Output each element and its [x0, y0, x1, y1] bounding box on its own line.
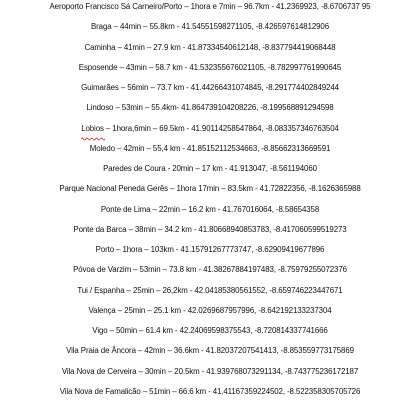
destination-line-text: Porto – 1hora – 103km - 41.15791267773747, -8.62909419677896	[95, 245, 325, 254]
list-item	[0, 260, 420, 280]
list-item	[0, 362, 420, 382]
list-item	[0, 0, 420, 17]
destination-line-text: Tui / Espanha – 25min – 26,2km - 42.04185380561552, -8.659746223447671	[77, 285, 343, 295]
destination-line-text: Paredes de Coura - 20min – 17 km - 41.913047, -8.561194060	[103, 164, 317, 173]
spellcheck-underlined-text	[81, 119, 339, 139]
destination-line-text: Lindoso – 53min – 55.4km- 41.864739104208226, -8.199568891294598	[86, 103, 334, 113]
destination-line-text: Vila Praia de Âncora – 42min – 36.6km - 41.82037207541413, -8.853559773175869	[66, 346, 354, 356]
destination-line-text: Ponte de Lima – 22min – 16.2 km - 41.767016064, -8.58654358	[100, 204, 320, 214]
list-item	[0, 200, 420, 220]
destination-line-text: Vila Nova de Cerveira – 30min – 20.5km - 41.939768073291134, -8.743775236172187	[61, 366, 359, 376]
destination-line-text: Moledo – 42min – 55,4 km - 41.85152112534663, -8.85662313669591	[89, 143, 331, 153]
destination-line-text: Póvoa de Varzim – 53min – 73.8 km - 41.38267884197483, -8.75979255072376	[73, 265, 347, 275]
list-item	[0, 281, 420, 301]
destination-line-text: Caminha – 41min – 27.9 km - 41.87334540612148, -8.837794419068448	[84, 42, 336, 52]
destination-line-text: Parque Nacional Peneda Gerês – 1hora 17min – 83.5km - 41.72822356, -8.1626365988	[59, 184, 361, 194]
destination-line-text: Valença – 25min – 25.1 km - 42.0269687957996, -8.642192133237304	[88, 305, 332, 315]
destination-line-text: Guimarães – 56min – 73.7 km - 41.44266431074845, -8.291774402849244	[81, 83, 339, 92]
list-item	[0, 382, 420, 402]
list-item	[0, 159, 420, 179]
list-item	[0, 17, 420, 37]
list-item	[0, 139, 420, 159]
destination-line-text: Aeroporto Francisco Sá Carneiro/Porto – 1hora e 7min – 96.7km - 41.2369923, -8.6706737 95	[49, 2, 371, 11]
list-item	[0, 78, 420, 98]
list-item	[0, 301, 420, 321]
list-item	[0, 38, 420, 58]
list-item	[0, 98, 420, 118]
list-item	[0, 321, 420, 341]
list-item	[0, 179, 420, 199]
list-item	[0, 58, 420, 78]
list-item	[0, 341, 420, 361]
destination-line-text: Vigo – 50min – 61.4 km - 42.24069598375543, -8.720814337741666	[92, 326, 328, 335]
destination-line-text: Braga – 44min – 55.8km - 41.54551598271105, -8.426597614812906	[90, 22, 330, 32]
list-item	[0, 220, 420, 240]
destination-line-text: Esposende – 43min – 58.7 km - 41.532355676021105, -8.782997761990645	[78, 62, 342, 72]
destination-line-text: Lobios – 1hora,6min – 69.5km - 41.90114258547864, -8.083357346763504	[81, 123, 339, 133]
list-item	[0, 119, 420, 139]
destination-line-text: Vila Nova de Famalicão – 51min – 66.6 km - 41.41167359224502, -8.522358305705726	[59, 386, 361, 396]
destination-line-text: Ponte da Barca – 38min – 34.2 km - 41.80668940853783, -8.417060599519273	[73, 224, 347, 234]
list-item	[0, 240, 420, 260]
